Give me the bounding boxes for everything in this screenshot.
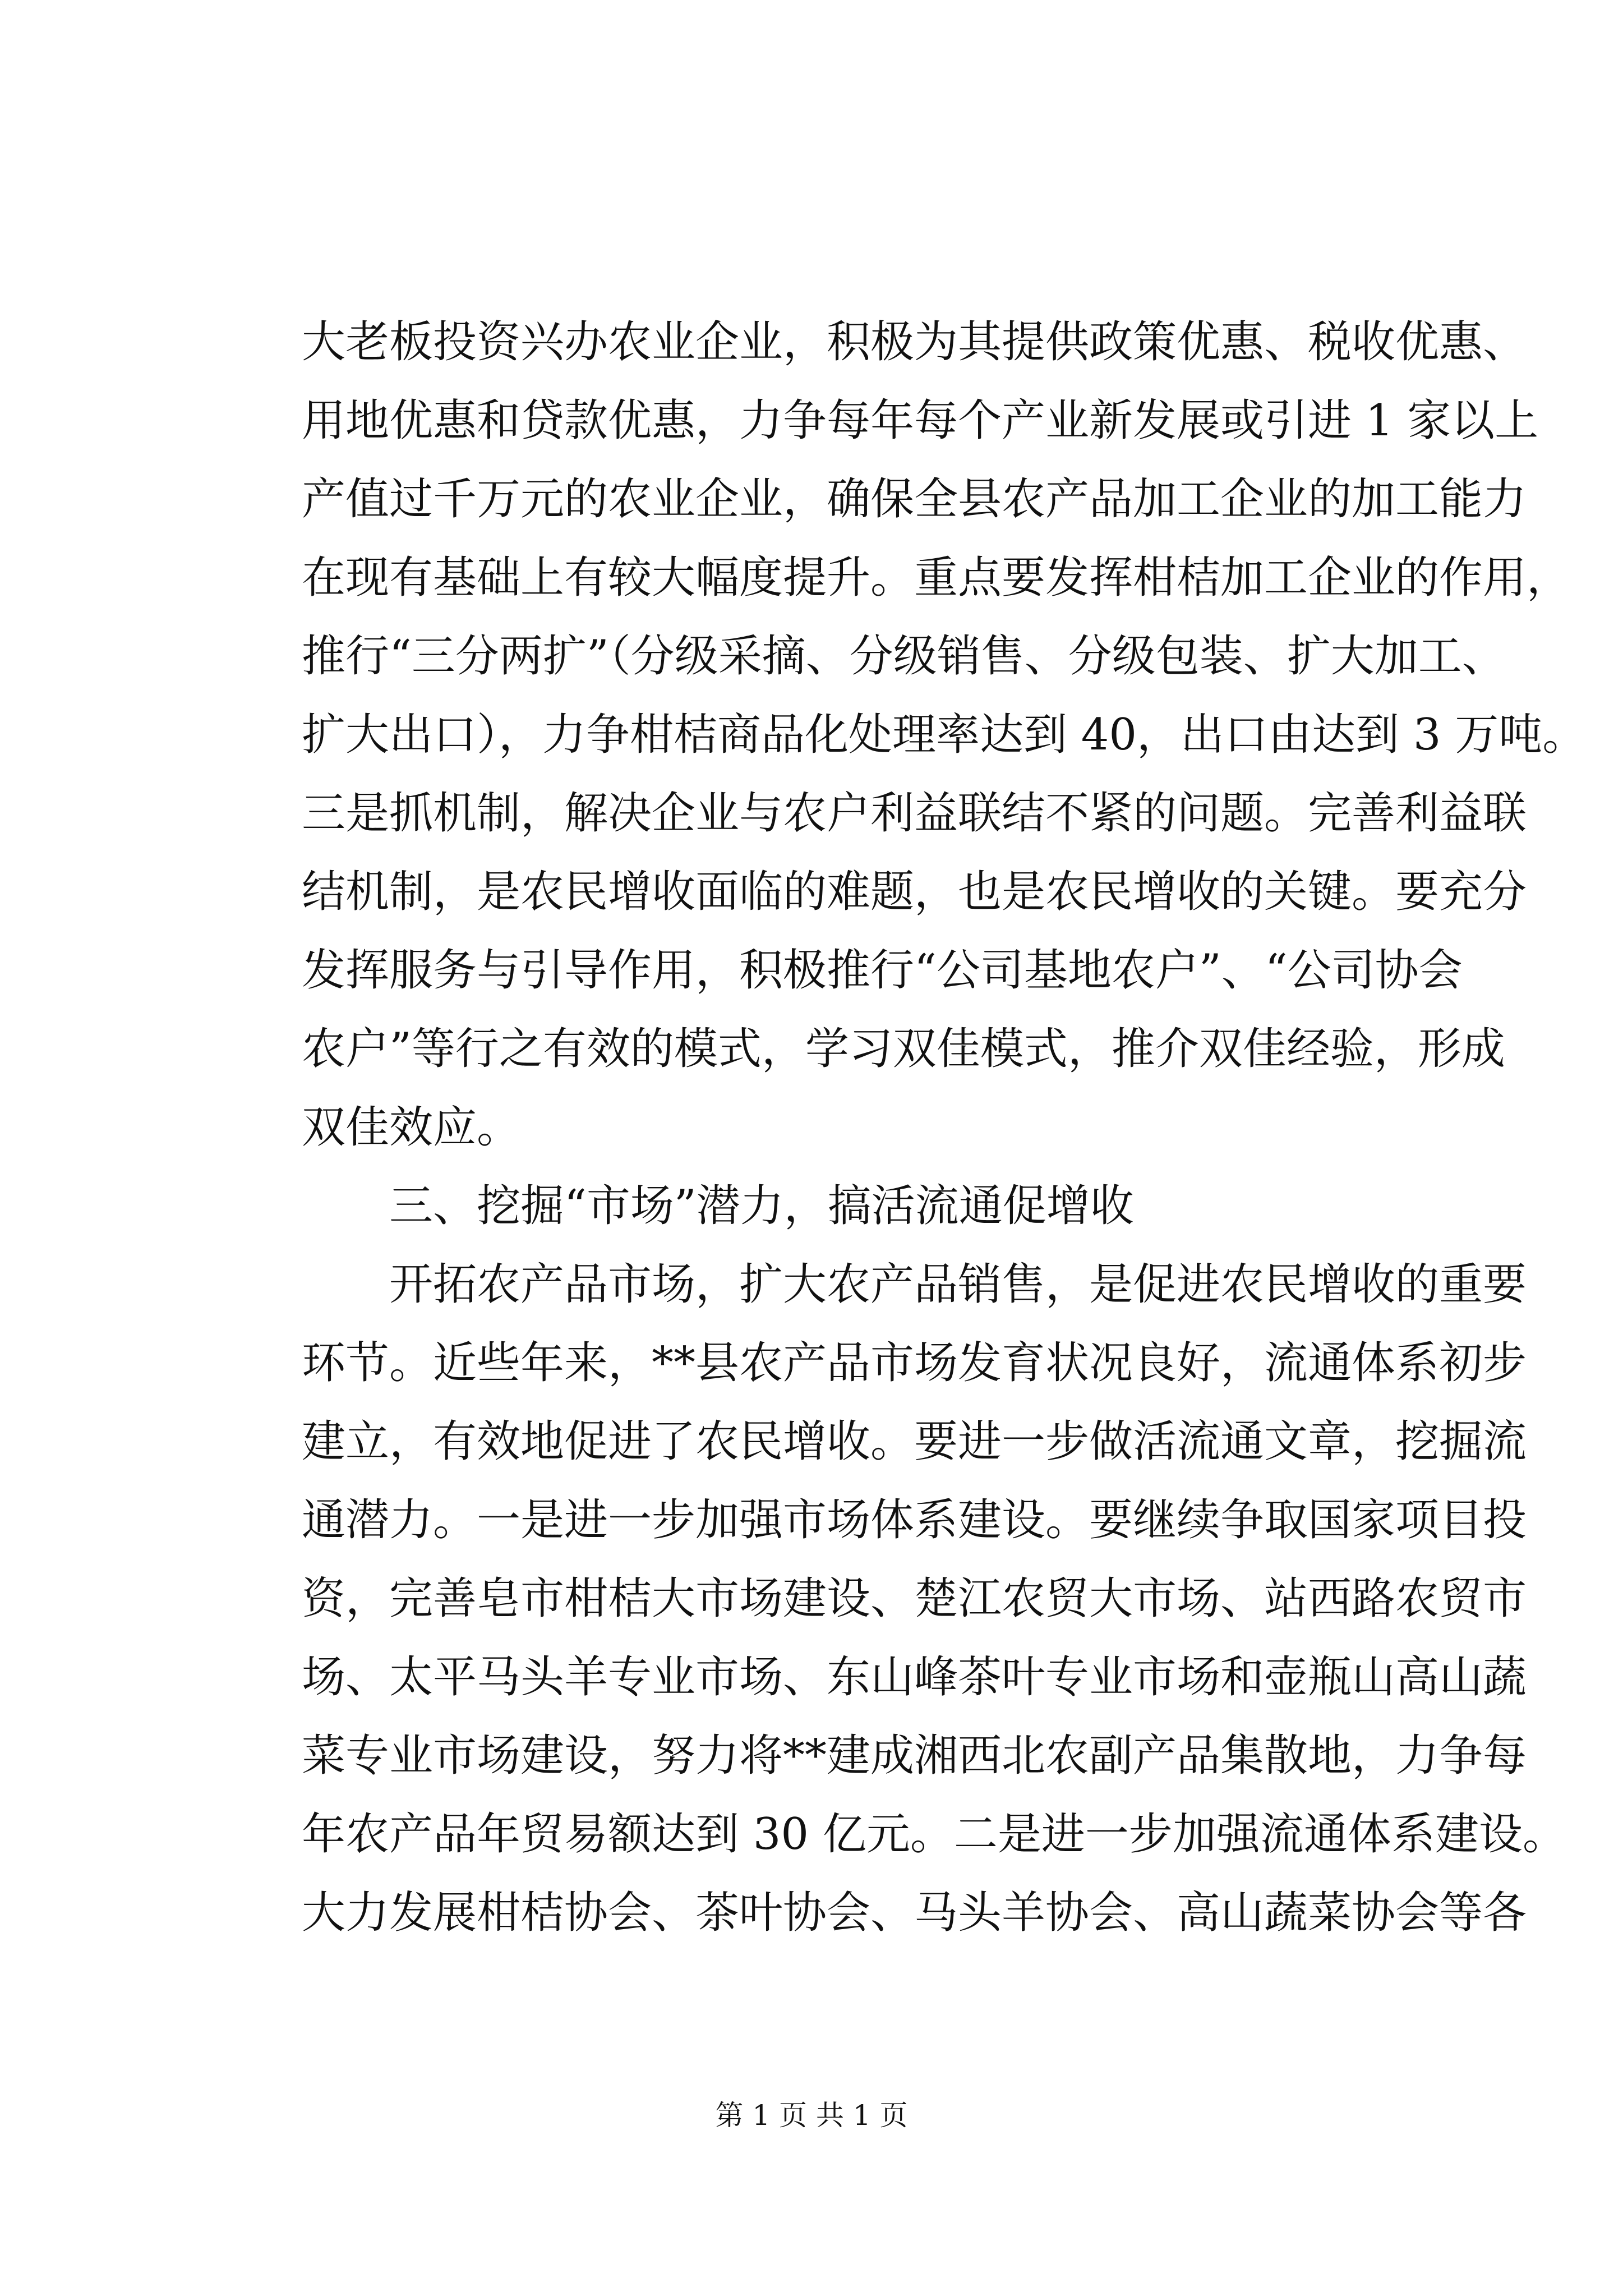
text-line: 发挥服务与引导作用，积极推行“公司基地农户”、“公司协会	[302, 945, 1463, 996]
text-line: 用地优惠和贷款优惠，力争每年每个产业新发展或引进 1 家以上	[302, 395, 1539, 446]
text-line: 三是抓机制，解决企业与农户利益联结不紧的问题。完善利益联	[302, 788, 1527, 839]
text-line: 双佳效应。	[302, 1102, 521, 1153]
paragraph-continued	[302, 303, 1587, 1167]
text-line: 推行“三分两扩”（分级采摘、分级销售、分级包装、扩大加工、	[302, 631, 1506, 682]
text-line: 年农产品年贸易额达到 30 亿元。二是进一步加强流通体系建设。	[302, 1809, 1566, 1860]
text-line: 开拓农产品市场，扩大农产品销售，是促进农民增收的重要	[389, 1259, 1527, 1310]
text-line: 环节。近些年来，**县农产品市场发育状况良好，流通体系初步	[302, 1338, 1527, 1388]
document-body	[302, 303, 1587, 1952]
text-line: 农户”等行之有效的模式，学习双佳模式，推介双佳经验，形成	[302, 1024, 1505, 1074]
section-heading: 三、挖掘“市场”潜力，搞活流通促增收	[389, 1181, 1134, 1231]
text-line: 在现有基础上有较大幅度提升。重点要发挥柑桔加工企业的作用，	[302, 553, 1571, 603]
text-line: 建立，有效地促进了农民增收。要进一步做活流通文章，挖掘流	[302, 1416, 1527, 1467]
text-line: 大老板投资兴办农业企业，积极为其提供政策优惠、税收优惠、	[302, 317, 1527, 367]
page-number-label: 第 1 页 共 1 页	[715, 2099, 908, 2132]
text-line: 通潜力。一是进一步加强市场体系建设。要继续争取国家项目投	[302, 1495, 1527, 1545]
text-line: 大力发展柑桔协会、茶叶协会、马头羊协会、高山蔬菜协会等各	[302, 1888, 1527, 1938]
paragraph-market	[302, 1245, 1566, 1952]
text-line: 菜专业市场建设，努力将**建成湘西北农副产品集散地，力争每	[302, 1731, 1527, 1781]
text-line: 资，完善皂市柑桔大市场建设、楚江农贸大市场、站西路农贸市	[302, 1573, 1527, 1624]
text-line: 产值过千万元的农业企业，确保全县农产品加工企业的加工能力	[302, 474, 1527, 524]
text-line: 结机制，是农民增收面临的难题，也是农民增收的关键。要充分	[302, 867, 1527, 917]
text-line: 扩大出口），力争柑桔商品化处理率达到 40，出口由达到 3 万吨。	[302, 710, 1587, 760]
page-footer	[0, 2096, 1623, 2135]
text-line: 场、太平马头羊专业市场、东山峰茶叶专业市场和壶瓶山高山蔬	[302, 1652, 1527, 1703]
